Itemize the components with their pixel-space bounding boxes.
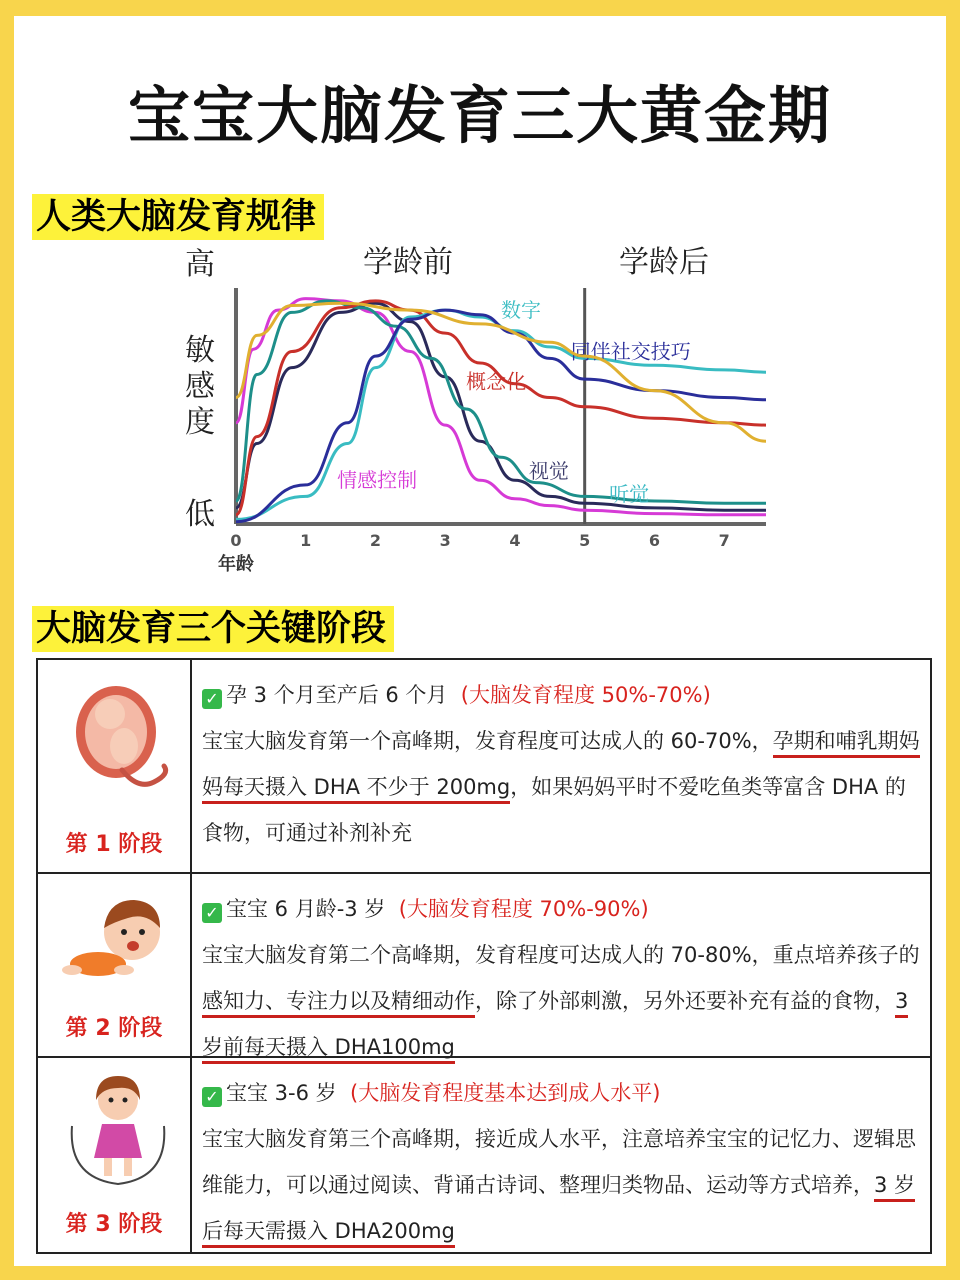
stage-1-content <box>192 660 930 872</box>
y-axis-title-char: 敏 <box>185 333 215 368</box>
stage-3-label: 第 3 阶段 <box>65 1212 163 1237</box>
series-label-1: 视觉 <box>528 459 569 483</box>
series-label-2: 听觉 <box>609 482 650 506</box>
check-icon: ✓ <box>202 1087 222 1107</box>
stage-1-highlight: 孕期和哺乳期妈妈每天摄入 DHA 不少于 200mg <box>202 729 920 804</box>
stage-2-cell <box>38 874 192 1056</box>
x-tick-label: 2 <box>369 531 382 550</box>
x-tick-label: 0 <box>230 531 242 550</box>
stage-1-cell <box>38 660 192 872</box>
page-title: 宝宝大脑发育三大黄金期 <box>127 79 832 152</box>
x-tick-label: 3 <box>439 531 451 550</box>
stage-3-content <box>192 1058 930 1252</box>
girl-jump-rope-illustration <box>58 1068 178 1198</box>
x-tick-label: 1 <box>300 531 312 550</box>
brain-sensitivity-chart <box>14 16 946 606</box>
stage-row-3 <box>38 1056 930 1252</box>
stage-1-header <box>202 672 920 718</box>
region-label-preschool: 学龄前 <box>363 245 453 280</box>
crawling-baby-illustration <box>58 884 178 1014</box>
stage-2-content <box>192 874 930 1059</box>
series-label-4: 数字 <box>501 298 541 322</box>
y-axis-title-char: 感 <box>185 369 215 404</box>
stage-3-age: 宝宝 3-6 岁 <box>226 1081 337 1105</box>
stage-2-header <box>202 886 920 932</box>
stage-3-header <box>202 1070 920 1116</box>
series-label-3: 概念化 <box>466 369 527 394</box>
stage-1-label: 第 1 阶段 <box>65 832 163 857</box>
check-icon: ✓ <box>202 689 222 709</box>
stage-2-age: 宝宝 6 月龄-3 岁 <box>226 897 386 921</box>
stage-row-2 <box>38 872 930 1059</box>
stage-2-description <box>202 932 920 1070</box>
check-icon: ✓ <box>202 903 222 923</box>
stage-1-age: 孕 3 个月至产后 6 个月 <box>226 683 448 707</box>
section-heading-three-stages: 大脑发育三个关键阶段 <box>32 606 394 652</box>
stage-1-text: 宝宝大脑发育第一个高峰期，发育程度可达成人的 60-70%， <box>202 729 773 753</box>
stage-3-text: 宝宝大脑发育第三个高峰期，接近成人水平，注意培养宝宝的记忆力、逻辑思维能力，可以通过阅读、背诵古诗词、整理归类物品、运动等方式培养， <box>202 1127 916 1197</box>
stage-row-1 <box>38 660 930 872</box>
series-label-0: 情感控制 <box>337 468 418 493</box>
stage-1-degree: (大脑发育程度 50%-70%) <box>460 683 711 707</box>
stage-2-degree: (大脑发育程度 70%-90%) <box>398 897 649 921</box>
stages-table <box>36 658 932 1254</box>
section-heading-brain-rules: 人类大脑发育规律 <box>32 194 324 240</box>
y-axis-title-char: 度 <box>185 405 215 440</box>
stage-2-highlight-2: 3 岁前每天摄入 DHA100mg <box>202 989 908 1064</box>
x-tick-label: 6 <box>648 531 660 550</box>
stage-3-cell <box>38 1058 192 1252</box>
y-axis-high-label: 高 <box>185 247 215 282</box>
stage-2-text: 宝宝大脑发育第二个高峰期，发育程度可达成人的 70-80%，重点培养孩子的 <box>202 943 920 967</box>
x-tick-label: 7 <box>718 531 730 550</box>
stage-3-description <box>202 1116 920 1254</box>
series-line-3 <box>236 301 766 515</box>
stage-2-label: 第 2 阶段 <box>65 1016 163 1041</box>
infographic-card <box>14 16 946 1266</box>
stage-1-text-tail: ，如果妈妈平时不爱吃鱼类等富含 DHA 的食物，可通过补剂补充 <box>202 775 906 845</box>
stage-3-degree: (大脑发育程度基本达到成人水平) <box>350 1081 661 1105</box>
stage-2-highlight: 感知力、专注力以及精细动作 <box>202 989 475 1018</box>
stage-3-highlight: 3 岁后每天需摄入 DHA200mg <box>202 1173 915 1248</box>
x-tick-label: 5 <box>579 531 591 550</box>
series-label-5: 同伴社交技巧 <box>570 339 691 364</box>
region-label-school: 学龄后 <box>619 245 709 280</box>
fetus-illustration <box>58 670 178 800</box>
stage-1-description <box>202 718 920 856</box>
stage-2-text-mid: ，除了外部刺激，另外还要补充有益的食物， <box>475 989 895 1013</box>
x-tick-label: 4 <box>509 531 521 550</box>
y-axis-low-label: 低 <box>185 497 215 532</box>
x-axis-label: 年龄 <box>218 554 254 575</box>
